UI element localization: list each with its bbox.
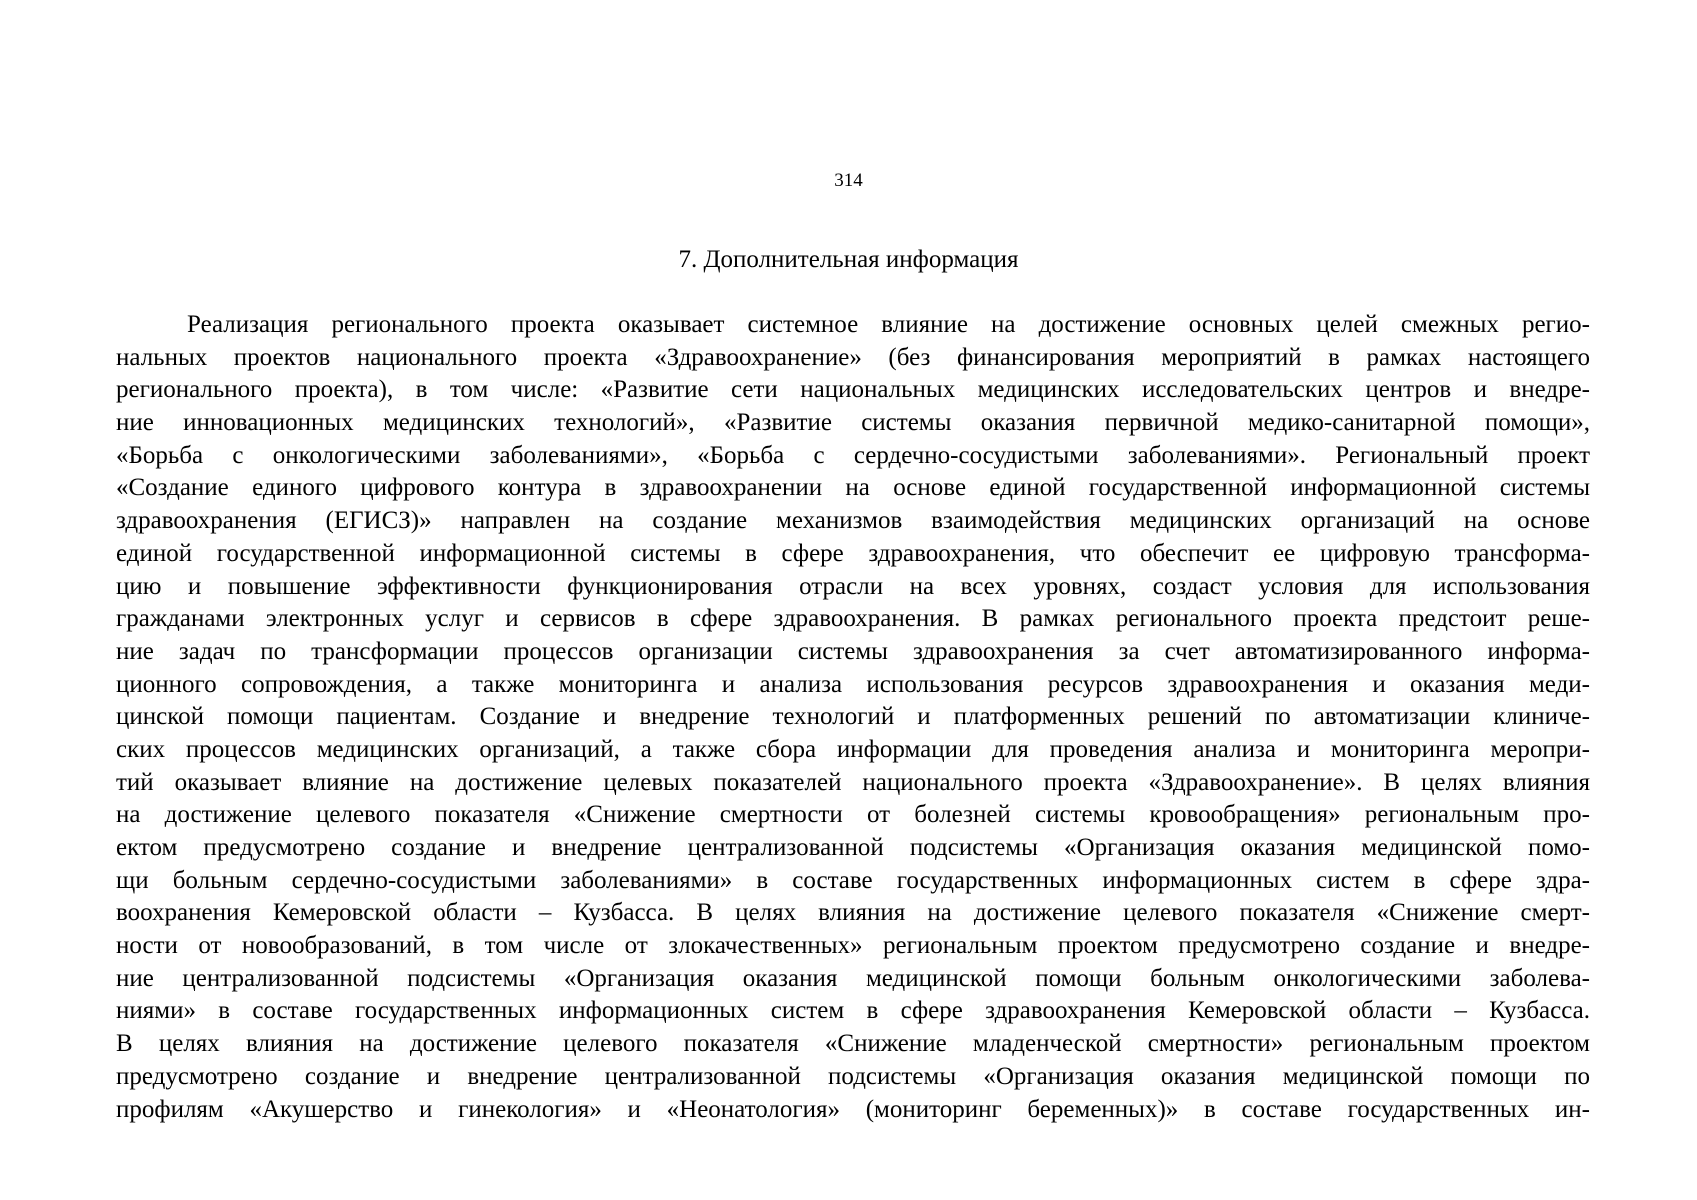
section-title: 7. Дополнительная информация (678, 246, 1019, 273)
body-paragraph (116, 309, 1590, 1126)
paragraph-line: ние инновационных медицинских технологий», «Развитие системы оказания первичной медико-санитарной помощи», (116, 409, 1590, 437)
paragraph-line: тий оказывает влияние на достижение целевых показателей национального проекта «Здравоохранение». В целях влияния (116, 768, 1590, 796)
paragraph-line: цинской помощи пациентам. Создание и внедрение технологий и платформенных решений по автоматизации клиниче- (116, 703, 1590, 731)
paragraph-line: предусмотрено создание и внедрение централизованной подсистемы «Организация оказания медицинской помощи по (116, 1062, 1590, 1090)
paragraph-line: нальных проектов национального проекта «Здравоохранение» (без финансирования мероприятий в рамках настоящего (116, 343, 1590, 371)
paragraph-line: щи больным сердечно-сосудистыми заболеваниями» в составе государственных информационных систем в сфере здра- (116, 866, 1590, 894)
paragraph-line: профилям «Акушерство и гинекология» и «Неонатология» (мониторинг беременных)» в составе государственных ин- (116, 1095, 1590, 1123)
paragraph-line: «Создание единого цифрового контура в здравоохранении на основе единой государственной информационной системы (116, 474, 1590, 502)
paragraph-line: ских процессов медицинских организаций, а также сбора информации для проведения анализа и мониторинга меропри- (116, 735, 1590, 763)
paragraph-line: на достижение целевого показателя «Снижение смертности от болезней системы кровообращения» региональным про- (116, 801, 1590, 829)
paragraph-line: гражданами электронных услуг и сервисов в сфере здравоохранения. В рамках регионального проекта предстоит реше- (116, 605, 1590, 633)
paragraph-line: ние задач по трансформации процессов организации системы здравоохранения за счет автоматизированного информа- (116, 637, 1590, 665)
paragraph-line: цию и повышение эффективности функционирования отрасли на всех уровнях, создаст условия для использования (116, 572, 1590, 600)
paragraph-line: «Борьба с онкологическими заболеваниями», «Борьба с сердечно-сосудистыми заболеваниями». Региональный проект (116, 441, 1590, 469)
page-number: 314 (834, 170, 863, 191)
paragraph-line: В целях влияния на достижение целевого показателя «Снижение младенческой смертности» региональным проектом (116, 1030, 1590, 1058)
paragraph-line: ционного сопровождения, а также мониторинга и анализа использования ресурсов здравоохранения и оказания меди- (116, 670, 1590, 698)
paragraph-line: ние централизованной подсистемы «Организация оказания медицинской помощи больным онкологическими заболева- (116, 964, 1590, 992)
paragraph-line: ниями» в составе государственных информационных систем в сфере здравоохранения Кемеровской области – Кузбасса. (116, 997, 1590, 1025)
paragraph-line: регионального проекта), в том числе: «Развитие сети национальных медицинских исследовательских центров и внедре- (116, 376, 1590, 404)
paragraph-line: воохранения Кемеровской области – Кузбасса. В целях влияния на достижение целевого показателя «Снижение смерт- (116, 899, 1590, 927)
paragraph-line: здравоохранения (ЕГИСЗ)» направлен на создание механизмов взаимодействия медицинских организаций на основе (116, 507, 1590, 535)
paragraph-line: ектом предусмотрено создание и внедрение централизованной подсистемы «Организация оказания медицинской помо- (116, 834, 1590, 861)
paragraph-line: Реализация регионального проекта оказывает системное влияние на достижение основных целей смежных регио- (187, 311, 1590, 338)
paragraph-line: ности от новообразований, в том числе от злокачественных» региональным проектом предусмотрено создание и внедре- (116, 932, 1590, 960)
paragraph-line: единой государственной информационной системы в сфере здравоохранения, что обеспечит ее цифровую трансформа- (116, 539, 1590, 567)
